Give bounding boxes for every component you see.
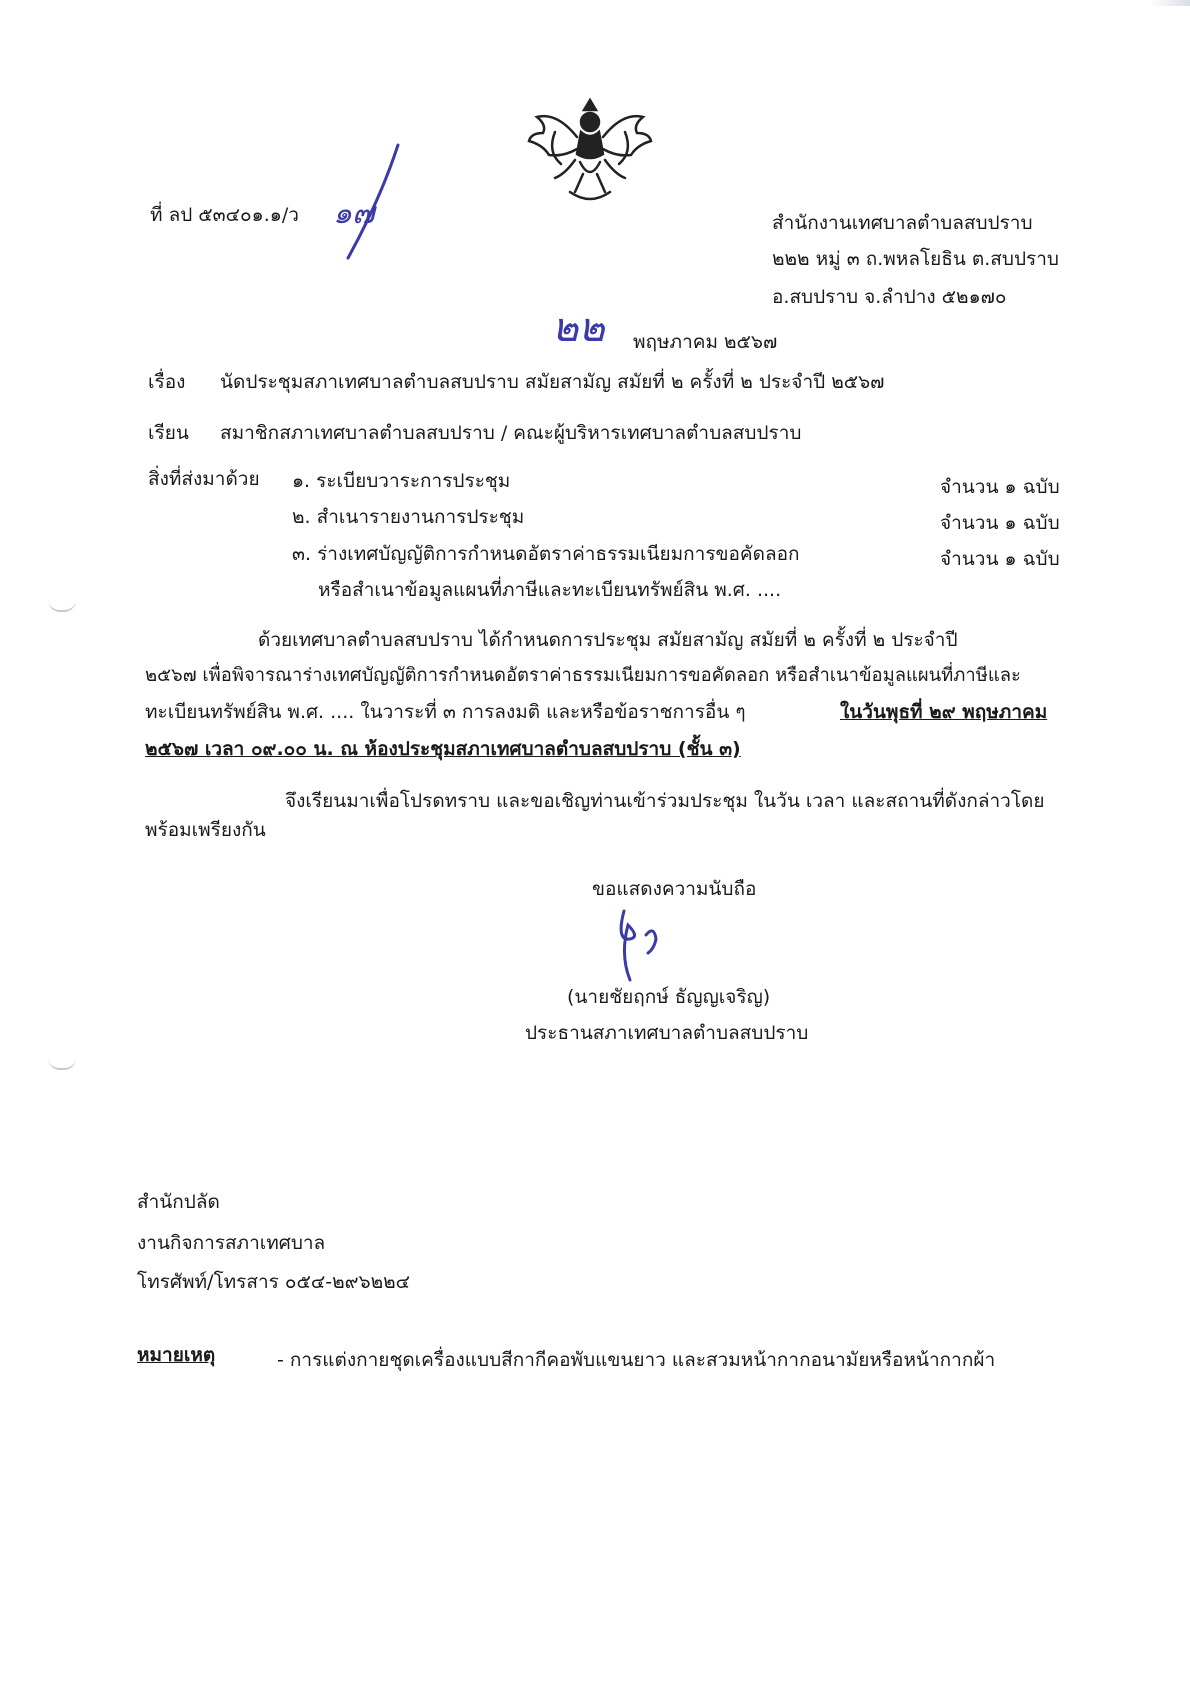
enclosure-item: ๓. ร่างเทศบัญญัติการกำหนดอัตราค่าธรรมเนียมการขอคัดลอก (292, 543, 800, 565)
reference-number-handwritten: ๑๗ (333, 196, 375, 231)
signer-name: (นายชัยฤกษ์ ธัญญเจริญ) (567, 986, 771, 1008)
contact-section: งานกิจการสภาเทศบาล (137, 1232, 326, 1254)
enclosure-item: ๑. ระเบียบวาระการประชุม (292, 470, 511, 492)
enclosure-item-continued: หรือสำเนาข้อมูลแผนที่ภาษีและทะเบียนทรัพย์สิน พ.ศ. .... (318, 579, 782, 601)
enclosure-item: ๒. สำเนารายงานการประชุม (292, 506, 525, 528)
enclosures-label: สิ่งที่ส่งมาด้วย (148, 468, 260, 490)
date-month-year: พฤษภาคม ๒๕๖๗ (633, 331, 778, 353)
to-label: เรียน (148, 422, 189, 444)
to-text: สมาชิกสภาเทศบาลตำบลสบปราบ / คณะผู้บริหารเทศบาลตำบลสบปราบ (220, 422, 802, 444)
date-day-handwritten: ๒๒ (552, 305, 605, 351)
signer-position: ประธานสภาเทศบาลตำบลสบปราบ (525, 1022, 809, 1044)
hole-punch-mark (48, 600, 76, 612)
office-address-line: อ.สบปราบ จ.ลำปาง ๕๒๑๗๐ (772, 286, 1007, 308)
pen-stroke-icon (330, 140, 420, 265)
contact-department: สำนักปลัด (137, 1191, 220, 1213)
page-corner-shadow (1150, 0, 1190, 6)
closing-text: ขอแสดงความนับถือ (592, 878, 757, 900)
meeting-date-highlight: ในวันพุธที่ ๒๙ พฤษภาคม (840, 701, 1048, 723)
body-paragraph-line: ๒๕๖๗ เพื่อพิจารณาร่างเทศบัญญัติการกำหนดอัตราค่าธรรมเนียมการขอคัดลอก หรือสำเนาข้อมูลแผนที่ภาษีและ (145, 665, 1021, 686)
body-paragraph-line: ทะเบียนทรัพย์สิน พ.ศ. .... ในวาระที่ ๓ การลงมติ และหรือข้อราชการอื่น ๆ (145, 701, 746, 723)
body-paragraph-line: จึงเรียนมาเพื่อโปรดทราบ และขอเชิญท่านเข้าร่วมประชุม ในวัน เวลา และสถานที่ดังกล่าวโดย (285, 790, 1045, 812)
signature-icon (606, 905, 676, 985)
meeting-time-place-highlight: ๒๕๖๗ เวลา ๐๙.๐๐ น. ณ ห้องประชุมสภาเทศบาลตำบลสบปราบ (ชั้น ๓) (145, 738, 741, 760)
body-paragraph-line: ด้วยเทศบาลตำบลสบปราบ ได้กำหนดการประชุม สมัยสามัญ สมัยที่ ๒ ครั้งที่ ๒ ประจำปี (258, 629, 958, 651)
reference-number: ที่ ลป ๕๓๔๐๑.๑/ว (150, 204, 299, 226)
body-paragraph-line: พร้อมเพรียงกัน (145, 819, 266, 841)
office-address-line: ๒๒๒ หมู่ ๓ ถ.พหลโยธิน ต.สบปราบ (772, 248, 1059, 270)
subject-label: เรื่อง (148, 371, 186, 393)
contact-phone: โทรศัพท์/โทรสาร ๐๕๔-๒๙๖๒๒๔ (137, 1271, 411, 1293)
remark-text: - การแต่งกายชุดเครื่องแบบสีกากีคอพับแขนยาว และสวมหน้ากากอนามัยหรือหน้ากากผ้า (277, 1349, 996, 1371)
remark-label: หมายเหตุ (137, 1344, 216, 1366)
enclosure-qty: จำนวน ๑ ฉบับ (940, 512, 1060, 534)
office-name: สำนักงานเทศบาลตำบลสบปราบ (772, 212, 1033, 234)
enclosure-qty: จำนวน ๑ ฉบับ (940, 548, 1060, 570)
subject-text: นัดประชุมสภาเทศบาลตำบลสบปราบ สมัยสามัญ สมัยที่ ๒ ครั้งที่ ๒ ประจำปี ๒๕๖๗ (220, 371, 885, 393)
enclosure-qty: จำนวน ๑ ฉบับ (940, 476, 1060, 498)
hole-punch-mark (48, 1058, 76, 1070)
garuda-emblem-icon (525, 92, 655, 212)
